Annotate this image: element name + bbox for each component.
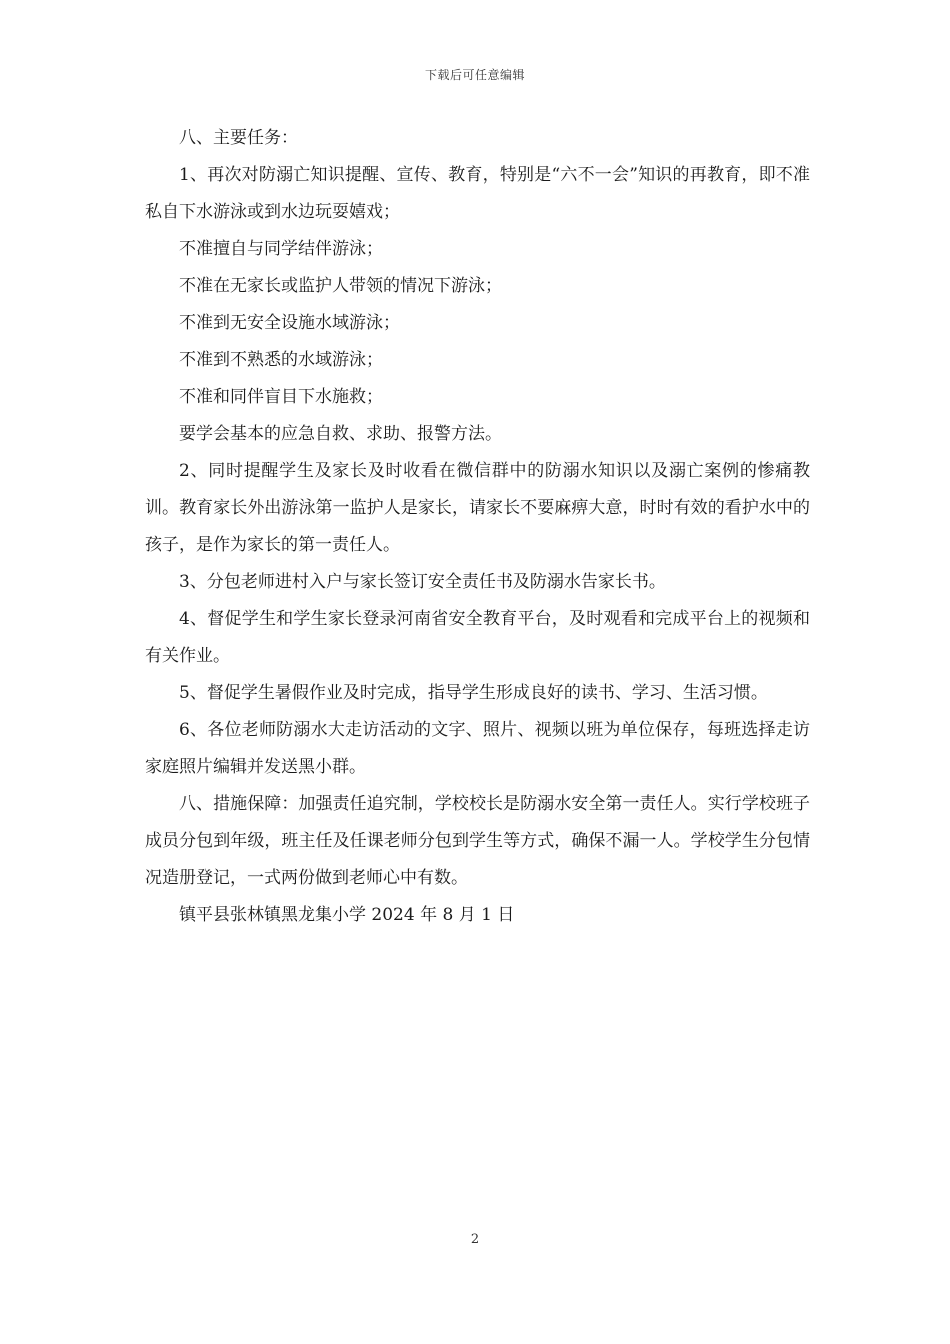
paragraph-task-2: 2、同时提醒学生及家长及时收看在微信群中的防溺水知识以及溺亡案例的惨痛教训。教育家长外出游泳第一监护人是家长，请家长不要麻痹大意，时时有效的看护水中的孩子，是作为家长的第一责任人。	[145, 461, 810, 555]
paragraph-task-6: 6、各位老师防溺水大走访活动的文字、照片、视频以班为单位保存，每班选择走访家庭照片编辑并发送黑小群。	[145, 720, 810, 777]
signature-date-line: 镇平县张林镇黑龙集小学 2024 年 8 月 1 日	[179, 905, 515, 925]
paragraph-task-4: 4、督促学生和学生家长登录河南省安全教育平台，及时观看和完成平台上的视频和有关作业。	[145, 609, 810, 666]
paragraph-rule-no-companion-swim: 不准擅自与同学结伴游泳；	[179, 239, 383, 259]
paragraph-task-3: 3、分包老师进村入户与家长签订安全责任书及防溺水告家长书。	[179, 572, 666, 592]
section-heading-main-tasks: 八、主要任务：	[179, 128, 298, 148]
page-number: 2	[470, 1232, 480, 1247]
document-body	[145, 120, 810, 934]
page-header-note: 下载后可任意编辑	[424, 68, 525, 82]
paragraph-rule-self-rescue: 要学会基本的应急自救、求助、报警方法。	[179, 424, 502, 444]
paragraph-rule-no-blind-rescue: 不准和同伴盲目下水施救；	[179, 387, 383, 407]
paragraph-rule-no-unsafe-water: 不准到无安全设施水域游泳；	[179, 313, 400, 333]
section-measures: 八、措施保障：加强责任追究制，学校校长是防溺水安全第一责任人。实行学校班子成员分包到年级，班主任及任课老师分包到学生等方式，确保不漏一人。学校学生分包情况造册登记，一式两份做到老师心中有数。	[145, 794, 810, 888]
paragraph-rule-no-unfamiliar-water: 不准到不熟悉的水域游泳；	[179, 350, 383, 370]
paragraph-task-5: 5、督促学生暑假作业及时完成，指导学生形成良好的读书、学习、生活习惯。	[179, 683, 768, 703]
paragraph-rule-no-unsupervised-swim: 不准在无家长或监护人带领的情况下游泳；	[179, 276, 502, 296]
paragraph-task-1: 1、再次对防溺亡知识提醒、宣传、教育，特别是“六不一会”知识的再教育，即不准私自下水游泳或到水边玩耍嬉戏；	[145, 165, 810, 222]
